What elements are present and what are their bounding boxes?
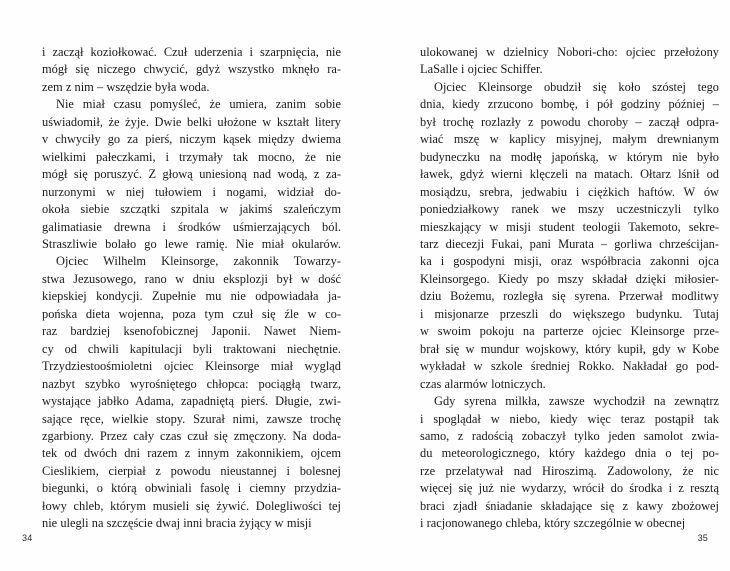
page-number-right: 35	[697, 533, 708, 543]
text-line: sające ręce, wielkie stopy. Szurał nimi, zawsze trochę	[42, 411, 341, 426]
text-line: zgarbiony. Przez cały czas czuł się zmęczony. Na doda-	[42, 428, 341, 443]
text-line: był trochę rozlazły z powodu choroby – zaczął odpra-	[420, 114, 719, 129]
text-line: v chwyciły go za pierś, niczym kąsek między dwiema	[42, 132, 341, 147]
text-line: budyneczku na modłę japońską, w którym nie było	[420, 149, 719, 164]
text-line: kiepskiej kondycji. Zupełnie mu nie odpowiadała ja-	[42, 289, 341, 304]
text-line: tarz diecezji Fukai, pani Murata – gorliwa chrześcijan-	[420, 236, 719, 251]
text-line: okoła siebie szczątki szpitala w jakimś szaleńczym	[42, 202, 341, 217]
text-line: uświadomił, że żyje. Dwie belki ułożone w kształt litery	[42, 114, 341, 129]
text-line: więcej się już nie wydarzy, wrócił do środka i z resztą	[420, 481, 719, 496]
text-line: LaSalle i ojciec Schiffer.	[420, 62, 543, 77]
text-line: wiać mszę w kaplicy misyjnej, małym drewnianym	[420, 132, 719, 147]
text-line: Trzydziestoośmioletni ojciec Kleinsorge miał wygląd	[42, 359, 341, 374]
text-line: braci zjadł śniadanie składające się z kawy zbożowej	[420, 498, 719, 513]
text-line: brał się w mundur wojskowy, który kupił, gdy w Kobe	[420, 341, 719, 356]
text-line: ka i gospodyni misji, oraz współbracia zakonni ojca	[420, 254, 719, 269]
text-line: i misjonarze przeszli do większego budynku. Tutaj	[420, 306, 719, 321]
text-line: Cieslikiem, cierpiał z powodu nieustannej i bolesnej	[42, 463, 341, 478]
text-line: Straszliwie bolało go lewe ramię. Nie miał okularów.	[42, 236, 341, 251]
text-line: zem z nim – wszędzie była woda.	[42, 79, 210, 94]
text-line: dziu Bożemu, rozległa się syrena. Przerwał modlitwy	[420, 289, 719, 304]
text-line: tek od dwóch dni razem z innym zakonnikiem, ojcem	[42, 446, 341, 461]
text-line: mógł się niczego chwycić, gdyż wszystko mknęło ra-	[42, 62, 341, 77]
text-line: biegunki, o którą obwiniali fasolę i ciemny przydzia-	[42, 481, 341, 496]
page-left-text-block	[42, 44, 341, 533]
text-line: poniedziałkowy ranek we mszy uczestniczyli tylko	[420, 202, 719, 217]
text-line: cy od chwili kapitulacji byli traktowani niechętnie.	[42, 341, 341, 356]
text-line: łowy chleb, którym musieli się żywić. Dolegliwości tej	[42, 498, 341, 513]
text-line: pońska dieta wojenna, poza tym czuł się źle w co-	[42, 306, 341, 321]
text-line: Ojciec Wilhelm Kleinsorge, zakonnik Towarzy-	[56, 254, 341, 269]
page-number-left: 34	[22, 533, 33, 543]
text-line: i zaczął koziołkować. Czuł uderzenia i szarpnięcia, nie	[42, 45, 341, 59]
text-line: mieszkający w misji student teologii Takemoto, sekre-	[420, 219, 719, 234]
text-line: Gdy syrena milkła, zawsze wychodził na zewnątrz	[434, 394, 719, 409]
page-right	[365, 0, 730, 571]
text-line: ławek, gdyż wierni klęczeli na matach. Ołtarz lśnił od	[420, 167, 719, 182]
text-line: i racjonowanego chleba, który szczególnie w obecnej	[420, 516, 686, 531]
text-line: wystające jabłko Adama, zapadniętą pierś. Długie, zwi-	[42, 394, 341, 409]
text-line: nie ulegli na szczęście dwaj inni bracia żyjący w misji	[42, 516, 312, 531]
text-line: czas alarmów lotniczych.	[420, 376, 546, 391]
text-line: ulokowanej w dzielnicy Nobori-cho: ojciec przełożony	[420, 45, 719, 59]
text-line: stwa Jezusowego, rano w dniu eksplozji był w dość	[42, 271, 341, 286]
text-line: samo, z radością zobaczył tylko jeden samolot zwia-	[420, 428, 719, 443]
text-line: mosiądzu, srebra, jedwabiu i ciężkich haftów. W ów	[420, 184, 719, 199]
text-line: i spoglądał w niebo, kiedy więc teraz postąpił tak	[420, 411, 719, 426]
text-line: galimatiasie drewna i środków uśmierzających ból.	[42, 219, 341, 234]
text-line: raz bardziej ksenofobicznej Japonii. Nawet Niem-	[42, 324, 341, 339]
text-line: mógł się poruszyć. Z głową uniesioną nad wodą, z za-	[42, 167, 341, 182]
text-line: dnia, kiedy zrzucono bombę, i pół godziny później –	[420, 97, 719, 112]
text-line: du meteorologicznego, który każdego dnia o tej po-	[420, 446, 719, 461]
text-line: wielkimi pałeczkami, i trzymały tak mocno, że nie	[42, 149, 341, 164]
text-line: nurzonymi w niej tułowiem i nogami, widział do-	[42, 184, 341, 199]
text-line: Kleinsorgego. Kiedy po mszy składał dzięki miłosier-	[420, 271, 719, 286]
text-line: Ojciec Kleinsorge obudził się koło szóstej tego	[434, 79, 719, 94]
text-line: nazbyt szybko wyrośniętego chłopca: pociągłą twarz,	[42, 376, 341, 391]
text-line: wykładał w szkole średniej Rokko. Nakładał go pod-	[420, 359, 719, 374]
text-line: w swoim pokoju na parterze ojciec Kleinsorge prze-	[420, 324, 719, 339]
page-right-text-block	[420, 44, 719, 533]
text-line: Nie miał czasu pomyśleć, że umiera, zanim sobie	[56, 97, 341, 112]
text-line: rze przelatywał nad Hiroszimą. Zadowolony, że nic	[420, 463, 719, 478]
